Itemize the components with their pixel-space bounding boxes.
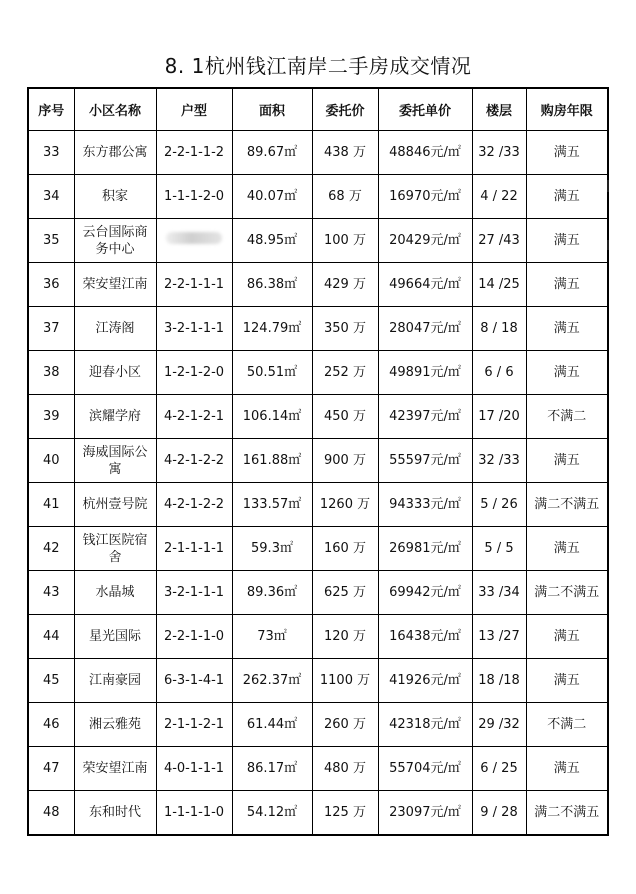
cell-area: 40.07㎡ <box>232 175 312 219</box>
cell-no: 44 <box>28 615 74 659</box>
cell-area: 262.37㎡ <box>232 659 312 703</box>
cell-unit-price: 49664元/㎡ <box>378 263 472 307</box>
cell-years: 满五 <box>526 439 608 483</box>
cell-price: 100 万 <box>312 219 378 263</box>
cell-area: 48.95㎡ <box>232 219 312 263</box>
table-body <box>28 131 608 836</box>
cell-no: 46 <box>28 703 74 747</box>
cell-name: 东和时代 <box>74 791 156 836</box>
cell-unit-price: 41926元/㎡ <box>378 659 472 703</box>
cell-name: 星光国际 <box>74 615 156 659</box>
cell-floor: 32 /33 <box>472 131 526 175</box>
table-row <box>28 527 608 571</box>
cell-unit-price: 16438元/㎡ <box>378 615 472 659</box>
cell-unit-price: 94333元/㎡ <box>378 483 472 527</box>
cell-years: 满五 <box>526 615 608 659</box>
cell-no: 39 <box>28 395 74 439</box>
cell-no: 40 <box>28 439 74 483</box>
cell-layout: 4-2-1-2-1 <box>156 395 232 439</box>
cell-floor: 27 /43 <box>472 219 526 263</box>
cell-floor: 32 /33 <box>472 439 526 483</box>
cell-layout <box>156 219 232 263</box>
cell-no: 35 <box>28 219 74 263</box>
cell-no: 41 <box>28 483 74 527</box>
table-row <box>28 307 608 351</box>
cell-layout: 3-2-1-1-1 <box>156 307 232 351</box>
cell-years: 不满二 <box>526 395 608 439</box>
table-row <box>28 351 608 395</box>
cell-floor: 9 / 28 <box>472 791 526 836</box>
cell-price: 350 万 <box>312 307 378 351</box>
cell-area: 59.3㎡ <box>232 527 312 571</box>
cell-unit-price: 48846元/㎡ <box>378 131 472 175</box>
cell-layout: 2-1-1-2-1 <box>156 703 232 747</box>
cell-name: 钱江医院宿舍 <box>74 527 156 571</box>
col-header-price: 委托价 <box>312 88 378 131</box>
page-edge-mark <box>607 180 609 192</box>
cell-area: 133.57㎡ <box>232 483 312 527</box>
cell-layout: 2-2-1-1-1 <box>156 263 232 307</box>
cell-floor: 14 /25 <box>472 263 526 307</box>
cell-price: 1260 万 <box>312 483 378 527</box>
table-row <box>28 615 608 659</box>
cell-price: 450 万 <box>312 395 378 439</box>
cell-area: 124.79㎡ <box>232 307 312 351</box>
col-header-floor: 楼层 <box>472 88 526 131</box>
cell-floor: 29 /32 <box>472 703 526 747</box>
table-row <box>28 263 608 307</box>
table-row <box>28 747 608 791</box>
col-header-no: 序号 <box>28 88 74 131</box>
cell-name: 荣安望江南 <box>74 263 156 307</box>
cell-years: 满五 <box>526 219 608 263</box>
cell-name: 水晶城 <box>74 571 156 615</box>
cell-no: 45 <box>28 659 74 703</box>
cell-price: 1100 万 <box>312 659 378 703</box>
cell-no: 34 <box>28 175 74 219</box>
cell-area: 61.44㎡ <box>232 703 312 747</box>
cell-no: 37 <box>28 307 74 351</box>
cell-unit-price: 23097元/㎡ <box>378 791 472 836</box>
cell-years: 满五 <box>526 747 608 791</box>
cell-unit-price: 69942元/㎡ <box>378 571 472 615</box>
col-header-years: 购房年限 <box>526 88 608 131</box>
cell-floor: 13 /27 <box>472 615 526 659</box>
cell-floor: 33 /34 <box>472 571 526 615</box>
cell-layout: 4-2-1-2-2 <box>156 439 232 483</box>
cell-years: 满五 <box>526 131 608 175</box>
cell-unit-price: 26981元/㎡ <box>378 527 472 571</box>
cell-price: 480 万 <box>312 747 378 791</box>
cell-layout: 2-2-1-1-2 <box>156 131 232 175</box>
cell-area: 89.36㎡ <box>232 571 312 615</box>
cell-unit-price: 49891元/㎡ <box>378 351 472 395</box>
cell-years: 满二不满五 <box>526 791 608 836</box>
cell-no: 43 <box>28 571 74 615</box>
cell-floor: 5 / 5 <box>472 527 526 571</box>
cell-name: 杭州壹号院 <box>74 483 156 527</box>
cell-no: 38 <box>28 351 74 395</box>
cell-price: 120 万 <box>312 615 378 659</box>
cell-name: 云台国际商务中心 <box>74 219 156 263</box>
cell-price: 160 万 <box>312 527 378 571</box>
cell-price: 252 万 <box>312 351 378 395</box>
cell-name: 荣安望江南 <box>74 747 156 791</box>
transactions-table <box>27 87 609 836</box>
col-header-layout: 户型 <box>156 88 232 131</box>
cell-area: 106.14㎡ <box>232 395 312 439</box>
cell-name: 滨耀学府 <box>74 395 156 439</box>
cell-area: 73㎡ <box>232 615 312 659</box>
table-row <box>28 175 608 219</box>
cell-price: 429 万 <box>312 263 378 307</box>
cell-name: 江南豪园 <box>74 659 156 703</box>
table-row <box>28 571 608 615</box>
cell-name: 迎春小区 <box>74 351 156 395</box>
cell-no: 36 <box>28 263 74 307</box>
page-title: 8. 1杭州钱江南岸二手房成交情况 <box>164 54 472 78</box>
table-row <box>28 131 608 175</box>
cell-layout: 4-2-1-2-2 <box>156 483 232 527</box>
cell-layout: 1-2-1-2-0 <box>156 351 232 395</box>
cell-name: 湘云雅苑 <box>74 703 156 747</box>
cell-area: 54.12㎡ <box>232 791 312 836</box>
cell-layout: 1-1-1-2-0 <box>156 175 232 219</box>
cell-price: 625 万 <box>312 571 378 615</box>
cell-no: 42 <box>28 527 74 571</box>
cell-layout: 2-1-1-1-1 <box>156 527 232 571</box>
cell-floor: 8 / 18 <box>472 307 526 351</box>
cell-layout: 2-2-1-1-0 <box>156 615 232 659</box>
header-row <box>28 88 608 131</box>
cell-area: 86.17㎡ <box>232 747 312 791</box>
cell-name: 东方郡公寓 <box>74 131 156 175</box>
cell-layout: 4-0-1-1-1 <box>156 747 232 791</box>
cell-name: 积家 <box>74 175 156 219</box>
cell-no: 48 <box>28 791 74 836</box>
cell-price: 68 万 <box>312 175 378 219</box>
table-row <box>28 439 608 483</box>
cell-floor: 4 / 22 <box>472 175 526 219</box>
cell-years: 满五 <box>526 307 608 351</box>
cell-floor: 6 / 6 <box>472 351 526 395</box>
col-header-name: 小区名称 <box>74 88 156 131</box>
table-row <box>28 395 608 439</box>
cell-name: 海威国际公寓 <box>74 439 156 483</box>
cell-years: 满五 <box>526 263 608 307</box>
page-edge-mark <box>607 240 609 250</box>
cell-price: 125 万 <box>312 791 378 836</box>
cell-price: 438 万 <box>312 131 378 175</box>
cell-name: 江涛阁 <box>74 307 156 351</box>
cell-area: 50.51㎡ <box>232 351 312 395</box>
cell-area: 161.88㎡ <box>232 439 312 483</box>
cell-years: 满五 <box>526 527 608 571</box>
cell-unit-price: 55597元/㎡ <box>378 439 472 483</box>
cell-no: 33 <box>28 131 74 175</box>
cell-area: 86.38㎡ <box>232 263 312 307</box>
col-header-area: 面积 <box>232 88 312 131</box>
col-header-unit-price: 委托单价 <box>378 88 472 131</box>
cell-years: 满五 <box>526 351 608 395</box>
cell-unit-price: 20429元/㎡ <box>378 219 472 263</box>
table-row <box>28 219 608 263</box>
cell-unit-price: 42318元/㎡ <box>378 703 472 747</box>
cell-floor: 5 / 26 <box>472 483 526 527</box>
table-row <box>28 791 608 836</box>
cell-years: 满五 <box>526 175 608 219</box>
redacted-value <box>166 232 222 244</box>
cell-layout: 3-2-1-1-1 <box>156 571 232 615</box>
cell-layout: 1-1-1-1-0 <box>156 791 232 836</box>
table-row <box>28 703 608 747</box>
cell-years: 不满二 <box>526 703 608 747</box>
cell-floor: 18 /18 <box>472 659 526 703</box>
cell-layout: 6-3-1-4-1 <box>156 659 232 703</box>
table-row <box>28 659 608 703</box>
cell-unit-price: 16970元/㎡ <box>378 175 472 219</box>
table-row <box>28 483 608 527</box>
cell-years: 满五 <box>526 659 608 703</box>
cell-no: 47 <box>28 747 74 791</box>
cell-area: 89.67㎡ <box>232 131 312 175</box>
cell-years: 满二不满五 <box>526 483 608 527</box>
cell-unit-price: 42397元/㎡ <box>378 395 472 439</box>
cell-years: 满二不满五 <box>526 571 608 615</box>
cell-unit-price: 28047元/㎡ <box>378 307 472 351</box>
cell-price: 900 万 <box>312 439 378 483</box>
cell-floor: 17 /20 <box>472 395 526 439</box>
cell-floor: 6 / 25 <box>472 747 526 791</box>
cell-unit-price: 55704元/㎡ <box>378 747 472 791</box>
cell-price: 260 万 <box>312 703 378 747</box>
